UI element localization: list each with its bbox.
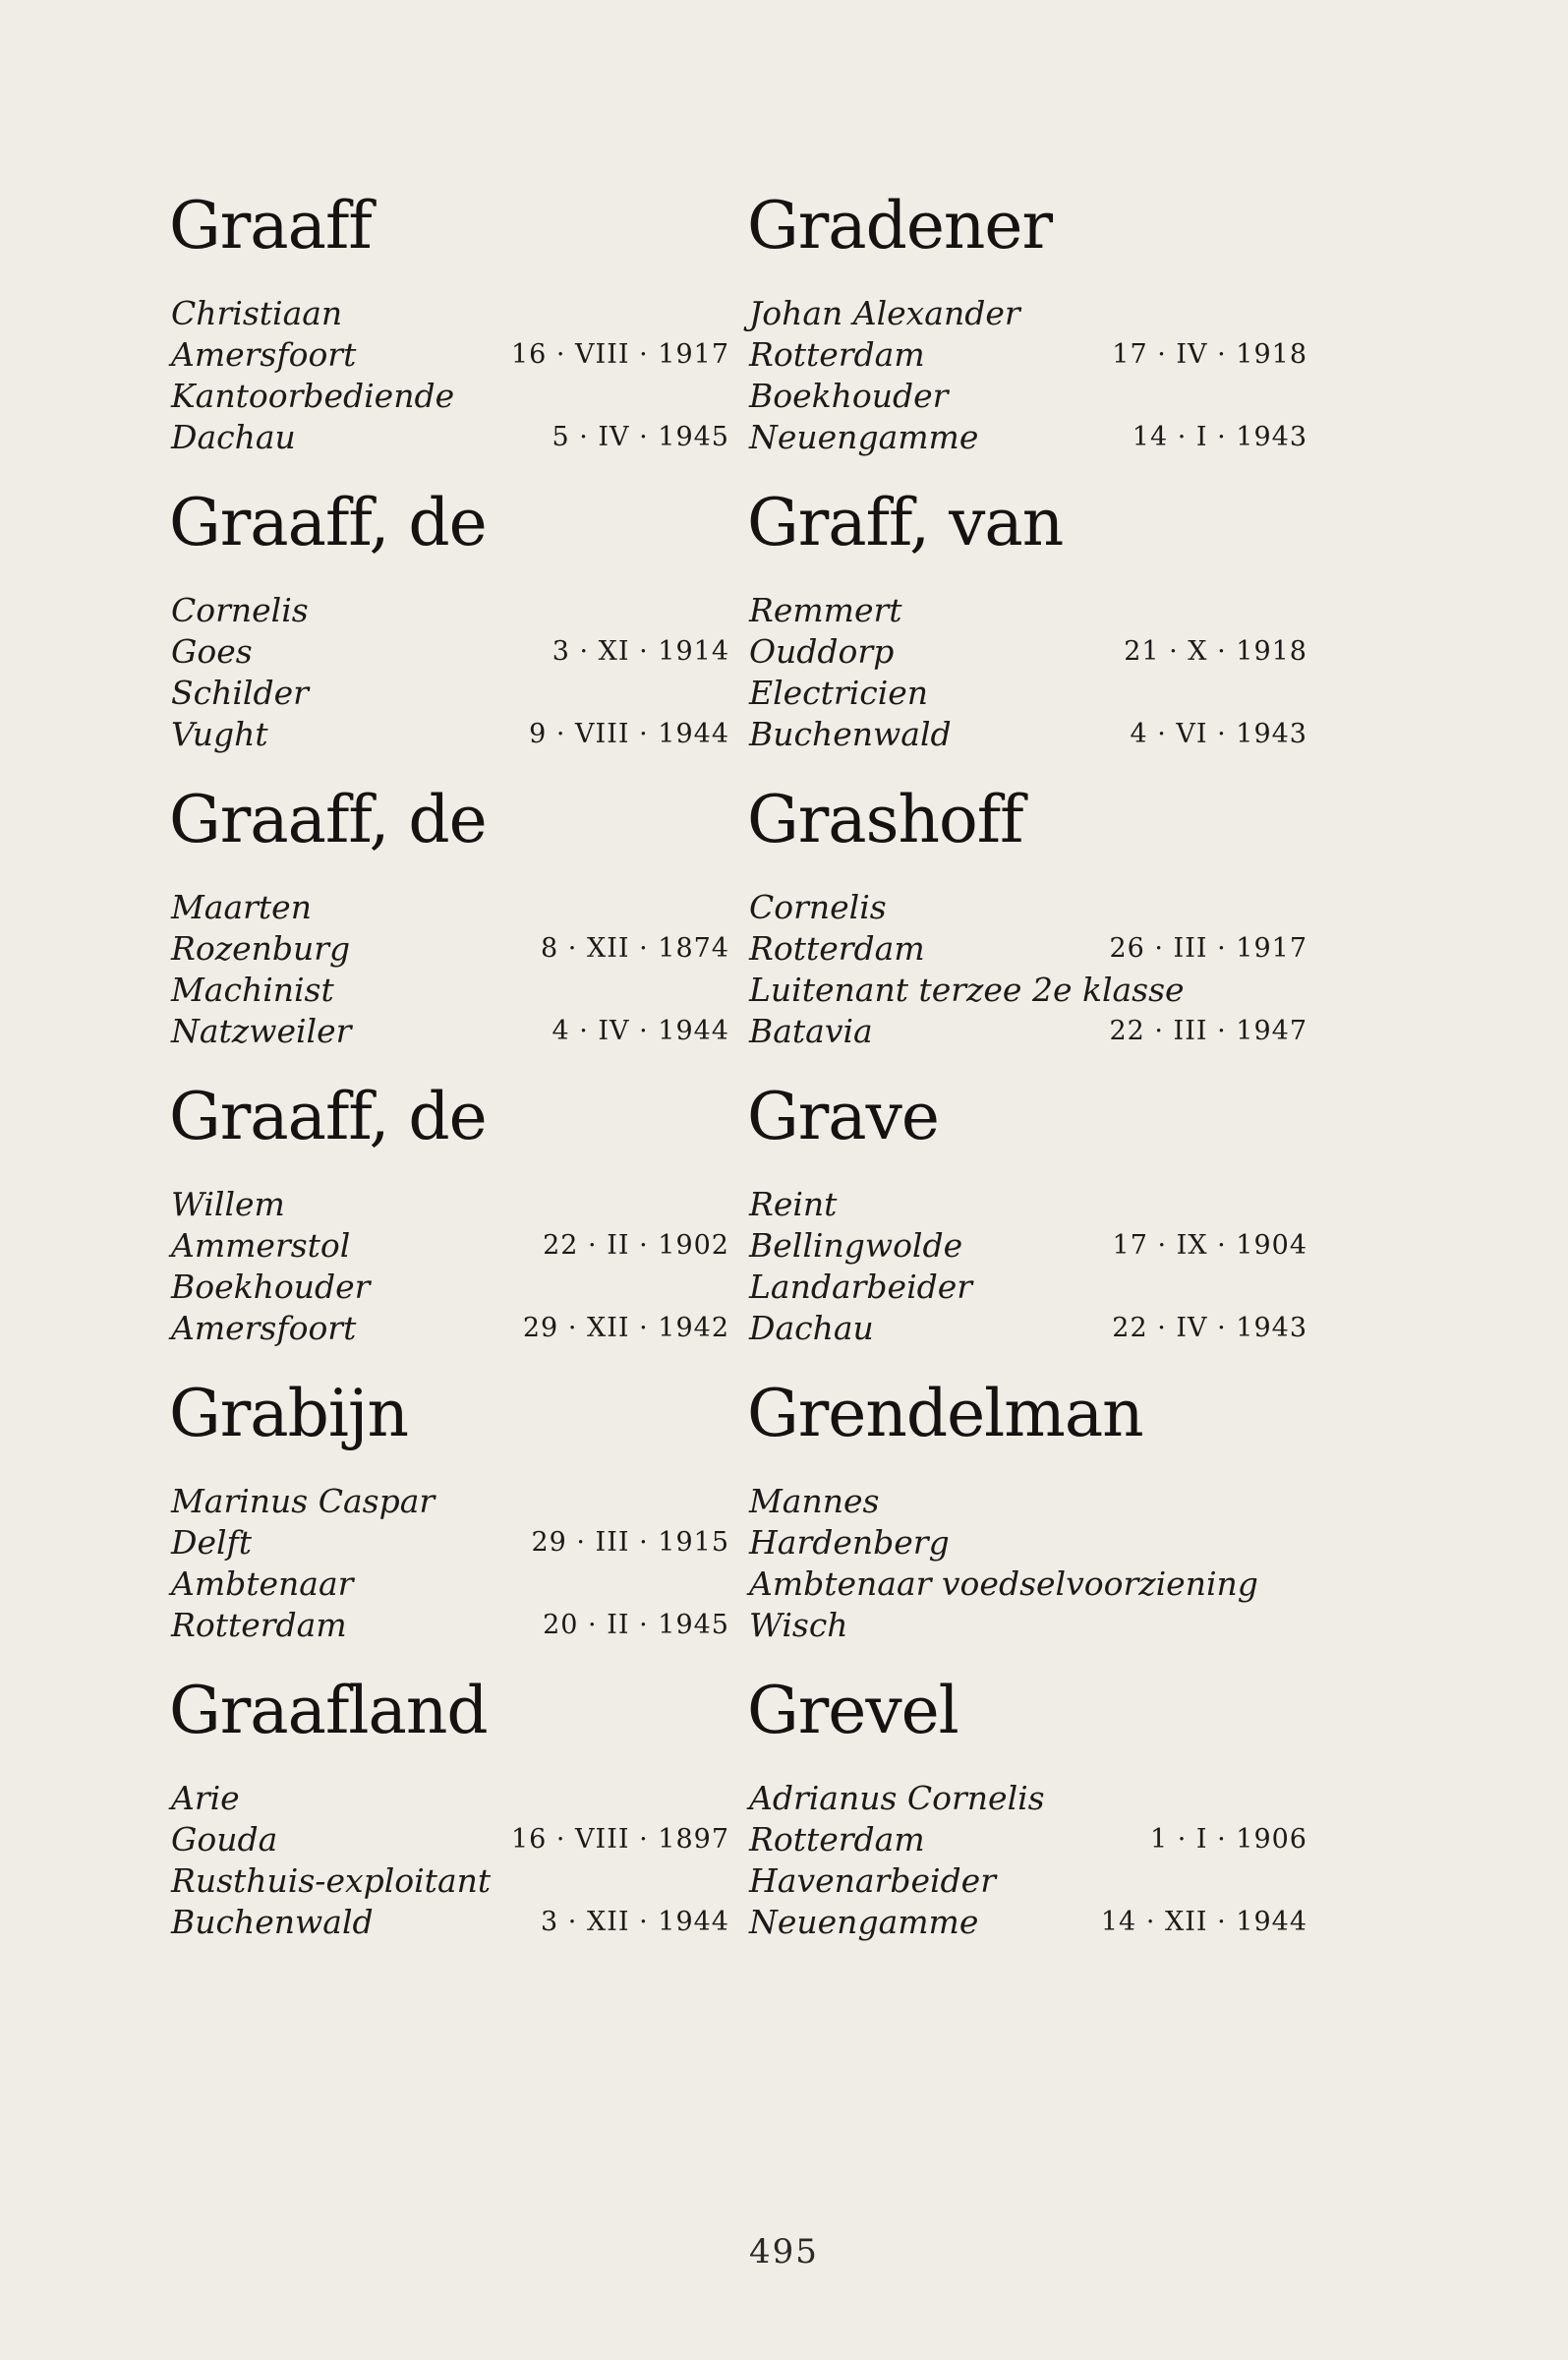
person-entry	[747, 187, 1307, 484]
deathdate-text: 14 · I · 1943	[1132, 422, 1307, 452]
birthdate-text: 29 · III · 1915	[531, 1527, 729, 1558]
birthplace-text: Ammerstol	[171, 1226, 351, 1265]
given-text: Cornelis	[171, 591, 309, 629]
occupation-line	[169, 970, 729, 1011]
person-entry	[747, 484, 1307, 781]
birthplace-text: Gouda	[171, 1820, 278, 1858]
person-entry	[747, 1672, 1307, 1969]
deathdate-text: 4 · IV · 1944	[552, 1016, 729, 1046]
occupation-text: Landarbeider	[749, 1268, 973, 1306]
deathplace-text: Amersfoort	[171, 1309, 357, 1347]
birth-line	[169, 928, 729, 970]
surname-heading: Grave	[747, 1079, 939, 1154]
birthdate-text: 16 · VIII · 1917	[510, 339, 729, 370]
birth-line	[747, 1522, 1307, 1564]
surname-heading: Graafland	[169, 1673, 488, 1748]
birthplace-text: Bellingwolde	[749, 1226, 963, 1265]
surname-heading: Graaff, de	[169, 485, 487, 560]
death-line	[747, 1605, 1307, 1646]
deathdate-text: 5 · IV · 1945	[552, 422, 729, 452]
occupation-text: Electricien	[749, 674, 929, 712]
given-names	[747, 1184, 1307, 1225]
death-line	[169, 1605, 729, 1646]
birth-line	[747, 631, 1307, 673]
birthplace-text: Rotterdam	[749, 929, 925, 968]
deathdate-text: 3 · XII · 1944	[541, 1907, 729, 1937]
person-entry	[169, 484, 729, 781]
occupation-line	[169, 1267, 729, 1308]
given-names	[169, 887, 729, 928]
given-text: Johan Alexander	[749, 294, 1020, 332]
deathplace-text: Buchenwald	[749, 715, 952, 753]
surname-heading: Grendelman	[747, 1376, 1143, 1451]
surname-heading: Gradener	[747, 188, 1053, 264]
given-names	[747, 1481, 1307, 1522]
birthdate-text: 16 · VIII · 1897	[510, 1824, 729, 1855]
birthdate-text: 3 · XI · 1914	[552, 636, 729, 667]
deathplace-text: Natzweiler	[171, 1012, 352, 1050]
birthdate-text: 22 · II · 1902	[543, 1230, 729, 1261]
given-text: Willem	[171, 1185, 285, 1223]
death-line	[747, 1011, 1307, 1052]
occupation-text: Havenarbeider	[749, 1861, 996, 1900]
deathplace-text: Neuengamme	[749, 1903, 979, 1941]
given-text: Remmert	[749, 591, 902, 629]
birthplace-text: Rotterdam	[749, 335, 925, 374]
given-text: Mannes	[749, 1482, 880, 1520]
occupation-text: Ambtenaar	[171, 1564, 354, 1603]
occupation-line	[747, 673, 1307, 714]
given-text: Cornelis	[749, 888, 887, 926]
occupation-line	[169, 376, 729, 417]
death-line	[747, 1308, 1307, 1349]
deathdate-text: 20 · II · 1945	[543, 1610, 729, 1640]
birth-line	[747, 1819, 1307, 1860]
given-text: Arie	[171, 1779, 240, 1817]
page-number: 495	[749, 2232, 819, 2272]
deathplace-text: Dachau	[749, 1309, 874, 1347]
deathdate-text: 29 · XII · 1942	[522, 1313, 729, 1343]
deathdate-text: 14 · XII · 1944	[1100, 1907, 1307, 1937]
person-entry	[169, 1375, 729, 1672]
birth-line	[169, 334, 729, 376]
given-names	[747, 293, 1307, 334]
occupation-text: Kantoorbediende	[171, 377, 455, 415]
occupation-text: Boekhouder	[749, 377, 949, 415]
occupation-line	[747, 1860, 1307, 1902]
deathplace-text: Batavia	[749, 1012, 873, 1050]
occupation-text: Ambtenaar voedselvoorziening	[749, 1564, 1258, 1603]
birthplace-text: Goes	[171, 632, 253, 671]
right-column	[747, 187, 1307, 1969]
surname-heading: Graaff, de	[169, 1079, 487, 1154]
birthdate-text: 26 · III · 1917	[1109, 933, 1307, 964]
deathplace-text: Vught	[171, 715, 268, 753]
death-line	[747, 417, 1307, 458]
birthplace-text: Rozenburg	[171, 929, 351, 968]
occupation-line	[747, 376, 1307, 417]
deathdate-text: 22 · IV · 1943	[1112, 1313, 1307, 1343]
given-names	[169, 1778, 729, 1819]
birth-line	[169, 1819, 729, 1860]
given-names	[169, 293, 729, 334]
birthplace-text: Rotterdam	[749, 1820, 925, 1858]
given-text: Adrianus Cornelis	[749, 1779, 1045, 1817]
birthdate-text: 17 · IV · 1918	[1112, 339, 1307, 370]
given-text: Maarten	[171, 888, 312, 926]
occupation-line	[747, 970, 1307, 1011]
deathplace-text: Dachau	[171, 418, 296, 456]
occupation-line	[747, 1564, 1307, 1605]
surname-heading: Graaff, de	[169, 782, 487, 857]
occupation-text: Machinist	[171, 971, 334, 1009]
occupation-line	[747, 1267, 1307, 1308]
death-line	[169, 1011, 729, 1052]
given-text: Reint	[749, 1185, 838, 1223]
given-names	[169, 590, 729, 631]
surname-heading: Grevel	[747, 1673, 958, 1748]
person-entry	[169, 1672, 729, 1969]
death-line	[169, 1308, 729, 1349]
birthdate-text: 1 · I · 1906	[1149, 1824, 1307, 1855]
death-line	[747, 714, 1307, 755]
deathdate-text: 4 · VI · 1943	[1130, 719, 1307, 749]
person-entry	[747, 781, 1307, 1078]
person-entry	[747, 1375, 1307, 1672]
birth-line	[169, 631, 729, 673]
left-column	[169, 187, 729, 1969]
given-names	[747, 1778, 1307, 1819]
birth-line	[747, 928, 1307, 970]
surname-heading: Graaff	[169, 188, 372, 264]
deathplace-text: Neuengamme	[749, 418, 979, 456]
person-entry	[169, 187, 729, 484]
birthplace-text: Hardenberg	[749, 1523, 950, 1562]
given-names	[169, 1184, 729, 1225]
surname-heading: Graff, van	[747, 485, 1064, 560]
deathdate-text: 9 · VIII · 1944	[529, 719, 729, 749]
birthplace-text: Ouddorp	[749, 632, 895, 671]
death-line	[169, 714, 729, 755]
occupation-line	[169, 1860, 729, 1902]
occupation-text: Schilder	[171, 674, 309, 712]
deathplace-text: Buchenwald	[171, 1903, 374, 1941]
occupation-text: Rusthuis-exploitant	[171, 1861, 492, 1900]
surname-heading: Grashoff	[747, 782, 1023, 857]
death-line	[747, 1902, 1307, 1943]
given-text: Christiaan	[171, 294, 343, 332]
person-entry	[747, 1078, 1307, 1375]
birthplace-text: Delft	[171, 1523, 253, 1562]
given-text: Marinus Caspar	[171, 1482, 436, 1520]
birth-line	[169, 1522, 729, 1564]
person-entry	[169, 1078, 729, 1375]
birthplace-text: Amersfoort	[171, 335, 357, 374]
death-line	[169, 417, 729, 458]
occupation-text: Luitenant terzee 2e klasse	[749, 971, 1185, 1009]
death-line	[169, 1902, 729, 1943]
birth-line	[169, 1225, 729, 1267]
birthdate-text: 8 · XII · 1874	[541, 933, 729, 964]
occupation-text: Boekhouder	[171, 1268, 371, 1306]
birth-line	[747, 1225, 1307, 1267]
person-entry	[169, 781, 729, 1078]
birth-line	[747, 334, 1307, 376]
deathdate-text: 22 · III · 1947	[1109, 1016, 1307, 1046]
given-names	[747, 887, 1307, 928]
given-names	[169, 1481, 729, 1522]
surname-heading: Grabijn	[169, 1376, 408, 1451]
birthdate-text: 17 · IX · 1904	[1112, 1230, 1307, 1261]
occupation-line	[169, 1564, 729, 1605]
given-names	[747, 590, 1307, 631]
occupation-line	[169, 673, 729, 714]
deathplace-text: Wisch	[749, 1606, 848, 1644]
birthdate-text: 21 · X · 1918	[1124, 636, 1307, 667]
deathplace-text: Rotterdam	[171, 1606, 347, 1644]
